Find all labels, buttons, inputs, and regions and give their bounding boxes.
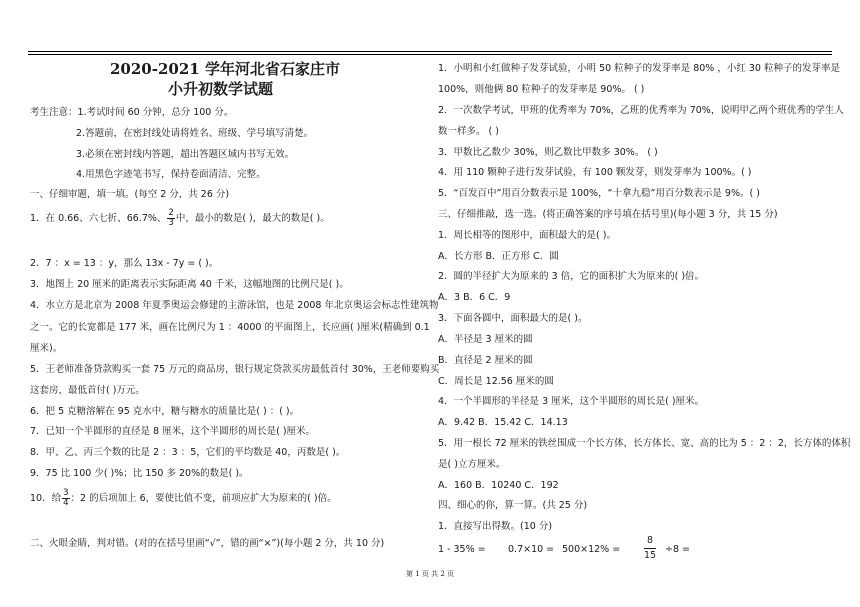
header-rule-double	[28, 54, 832, 55]
question-3: 3．地图上 20 厘米的距离表示实际距离 40 千米，这幅地图的比例尺是( )。	[30, 279, 349, 290]
judge-3: 3．甲数比乙数少 30%，则乙数比甲数多 30%。 ( )	[438, 147, 658, 158]
question-2: 2．7 ：x = 13 ：y，那么 13x - 7y = ( )。	[30, 258, 219, 269]
question-6: 6．把 5 克糖溶解在 95 克水中，糖与糖水的质量比是( ) ：( )。	[30, 406, 300, 417]
choice-2-options: A．3 B．6 C．9	[438, 292, 511, 303]
judge-1-line-2: 100%，则他俩 80 粒种子的发芽率是 90%。 ( )	[438, 84, 645, 95]
notice-3: 3.必须在密封线内答题，超出答题区域内书写无效。	[76, 149, 295, 160]
judge-1-line-1: 1．小明和小红做种子发芽试验，小明 50 粒种子的发芽率是 80% ，小红 30 粒种子的发芽率是	[438, 63, 840, 74]
section-2-heading: 二、火眼金睛，判对错。(对的在括号里画“√”，错的画“×”)(每小题 2 分，共 10 分)	[30, 538, 385, 549]
judge-2-line-1: 2．一次数学考试，甲班的优秀率为 70%，乙班的优秀率为 70%，说明甲乙两个班优秀的学生人	[438, 105, 844, 116]
choice-5-line-2: 是( )立方厘米。	[438, 459, 506, 470]
choice-1: 1．周长相等的图形中，面积最大的是( )。	[438, 230, 616, 241]
judge-4: 4．用 110 颗种子进行发芽试验，有 100 颗发芽，则发芽率为 100%。( )	[438, 167, 752, 178]
judge-5: 5．“百发百中”用百分数表示是 100%，“十拿九稳”用百分数表示是 9%。( )	[438, 188, 760, 199]
calc-item-4-fraction	[644, 534, 656, 563]
question-1-part-b: 中，最小的数是( )，最大的数是( )。	[175, 213, 330, 224]
question-1	[30, 209, 330, 228]
question-10-part-b: ：2 的后项加上 6，要使比值不变，前项应扩大为原来的( )倍。	[70, 493, 337, 504]
question-4-line-3: 厘米)。	[30, 343, 63, 354]
question-7: 7．已知一个半圆形的直径是 8 厘米，这个半圆形的周长是( )厘米。	[30, 426, 316, 437]
fraction-numerator: 3	[63, 488, 69, 498]
choice-4: 4．一个半圆形的半径是 3 厘米，这个半圆形的周长是( )厘米。	[438, 396, 705, 407]
choice-3-option-b: B．直径是 2 厘米的圆	[438, 355, 533, 366]
question-8: 8．甲、乙、丙三个数的比是 2 ：3 ：5，它们的平均数是 40，丙数是( )。	[30, 447, 346, 458]
page-footer: 第 1 页 共 2 页	[405, 570, 455, 578]
choice-3-option-a: A．半径是 3 厘米的圆	[438, 334, 533, 345]
fraction-three-quarters	[62, 489, 69, 508]
notice-1: 考生注意：1.考试时间 60 分钟，总分 100 分。	[30, 107, 234, 118]
section-3-heading: 三、仔细推敲，选一选。(将正确答案的序号填在括号里)(每小题 3 分，共 15 分)	[438, 209, 778, 220]
choice-4-options: A．9.42 B．15.42 C．14.13	[438, 417, 568, 428]
question-9: 9．75 比 100 少( )%；比 150 多 20%的数是( )。	[30, 468, 249, 479]
choice-1-options: A．长方形 B．正方形 C．圆	[438, 251, 559, 262]
calc-item-1: 1 - 35% =	[438, 544, 486, 555]
question-1-part-a: 1．在 0.66、六七折、66.7%、	[30, 213, 167, 224]
notice-2: 2.答题前，在密封线处请将姓名、班级、学号填写清楚。	[76, 128, 314, 139]
question-10-part-a: 10．给	[30, 493, 62, 504]
calc-item-3: 500×12% =	[562, 544, 621, 555]
calc-item-2: 0.7×10 =	[508, 544, 555, 555]
calc-subheading: 1．直接写出得数。(10 分)	[438, 521, 553, 532]
fraction-numerator: 8	[644, 534, 656, 549]
fraction-denominator: 15	[644, 550, 657, 561]
header-rule	[28, 51, 832, 52]
choice-5-options: A．160 B．10240 C．192	[438, 480, 559, 491]
question-5-line-1: 5．王老师准备贷款购买一套 75 万元的商品房，银行规定贷款买房最低首付 30%，王老师要购买	[30, 364, 440, 375]
choice-2: 2．圆的半径扩大为原来的 3 倍，它的面积扩大为原来的( )倍。	[438, 271, 705, 282]
notice-4: 4.用黑色字迹笔书写，保持卷面清洁、完整。	[76, 169, 266, 180]
question-10	[30, 489, 337, 508]
section-4-heading: 四、细心的你，算一算。(共 25 分)	[438, 500, 588, 511]
calc-item-4-rest: ÷8 =	[665, 544, 690, 555]
title-line-2: 小升初数学试题	[168, 80, 274, 98]
fraction-denominator: 4	[63, 498, 69, 508]
question-5-line-2: 这套房，最低首付( )万元。	[30, 385, 145, 396]
fraction-two-thirds	[167, 209, 174, 228]
judge-2-line-2: 数一样多。 ( )	[438, 126, 499, 137]
choice-3: 3．下面各圆中，面积最大的是( )。	[438, 313, 588, 324]
question-4-line-2: 之一。它的长宽都是 177 米，画在比例尺为 1 ：4000 的平面图上，长应画( )厘米(精确到 0.1	[30, 322, 430, 333]
choice-3-option-c: C．周长是 12.56 厘米的圆	[438, 376, 554, 387]
choice-5-line-1: 5．用一根长 72 厘米的铁丝围成一个长方体，长方体长、宽、高的比为 5 ：2 ：2，长方体的体积	[438, 438, 851, 449]
fraction-denominator: 3	[168, 218, 174, 228]
section-1-heading: 一、仔细审题，填一填。(每空 2 分，共 26 分)	[30, 189, 230, 200]
fraction-numerator: 2	[168, 208, 174, 218]
question-4-line-1: 4．水立方是北京为 2008 年夏季奥运会修建的主游泳馆，也是 2008 年北京奥运会标志性建筑物	[30, 300, 439, 311]
title-line-1: 2020-2021 学年河北省石家庄市	[110, 60, 340, 78]
